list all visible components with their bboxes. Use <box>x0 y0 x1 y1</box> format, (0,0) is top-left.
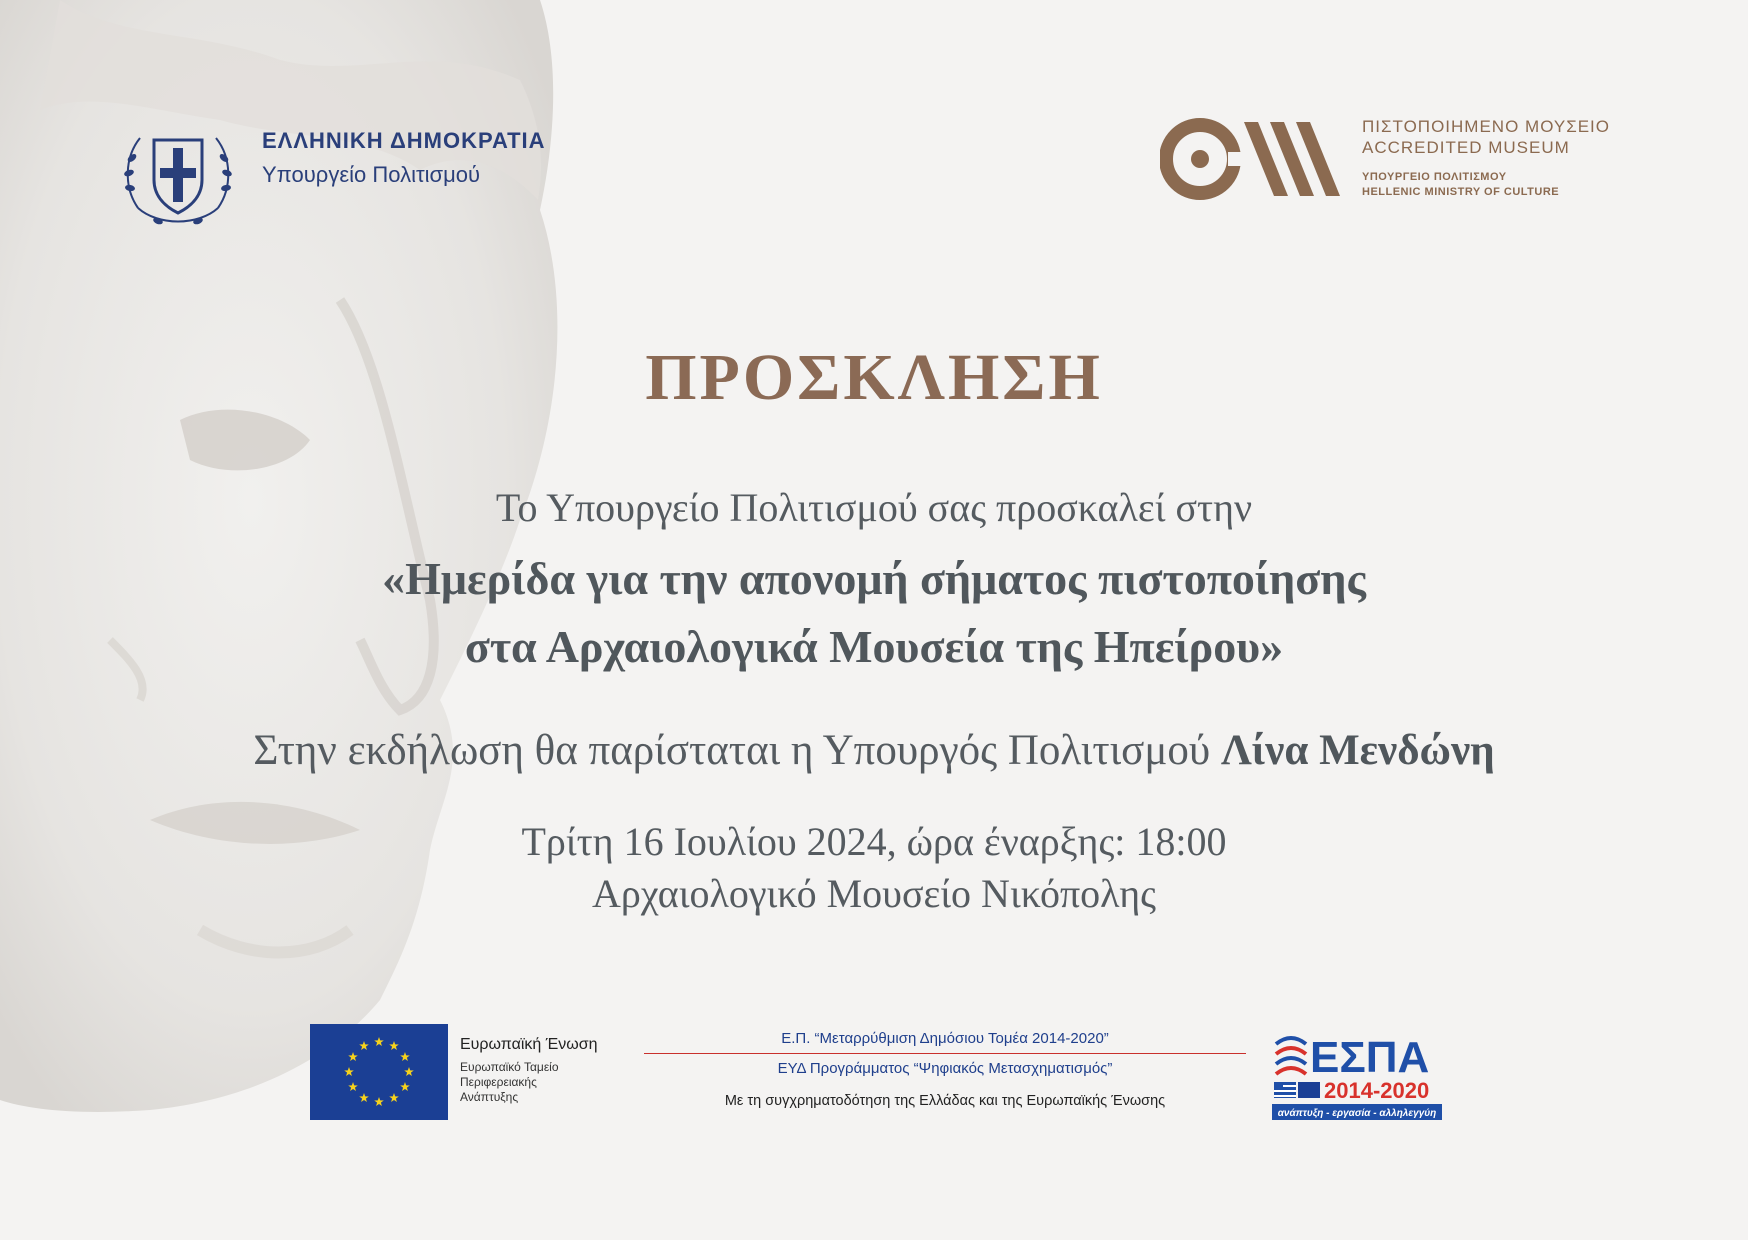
eu-sub-1: Ευρωπαϊκό Ταμείο <box>460 1060 559 1074</box>
eu-text <box>460 1036 598 1105</box>
ministry-title: ΕΛΛΗΝΙΚΗ ΔΗΜΟΚΡΑΤΙΑ <box>262 128 546 153</box>
invitation-intro: Το Υπουργείο Πολιτισμού σας προσκαλεί στην <box>495 485 1253 530</box>
event-title-line-1: «Ημερίδα για την απονομή σήματος πιστοποίησης <box>382 553 1366 604</box>
accredited-line-2: ACCREDITED MUSEUM <box>1362 138 1570 157</box>
programme-text <box>644 1030 1246 1109</box>
eu-title: Ευρωπαϊκή Ένωση <box>460 1036 598 1053</box>
eu-flag-icon <box>310 1024 448 1120</box>
cofunding-line: Με τη συγχρηματοδότηση της Ελλάδας και της Ευρωπαϊκής Ένωσης <box>724 1093 1166 1109</box>
accredited-line-3: ΥΠΟΥΡΓΕΙΟ ΠΟΛΙΤΙΣΜΟΥ <box>1362 171 1507 183</box>
event-venue: Αρχαιολογικό Μουσείο Νικόπολης <box>592 871 1156 916</box>
eu-fund <box>460 1060 598 1105</box>
minister-name: Λίνα Μενδώνη <box>1220 727 1495 774</box>
programme-line-1: Ε.Π. “Μεταρρύθμιση Δημόσιου Τομέα 2014-2020” <box>644 1030 1246 1054</box>
espa-logo-icon <box>1272 1022 1442 1122</box>
ministry-name <box>262 128 546 188</box>
hellenic-emblem-icon <box>118 118 238 234</box>
espa-slogan: ανάπτυξη - εργασία - αλληλεγγύη <box>1277 1108 1437 1119</box>
programme-line-2: ΕΥΔ Προγράμματος “Ψηφιακός Μετασχηματισμός” <box>777 1060 1113 1077</box>
ministry-subtitle: Υπουργείο Πολιτισμού <box>262 162 481 187</box>
presence-text: Στην εκδήλωση θα παρίσταται η Υπουργός Πολιτισμού <box>253 727 1221 774</box>
espa-title: ΕΣΠΑ <box>1310 1033 1430 1082</box>
event-title-line-2: στα Αρχαιολογικά Μουσεία της Ηπείρου» <box>464 621 1284 672</box>
accredited-line-4: HELLENIC MINISTRY OF CULTURE <box>1362 186 1560 198</box>
invitation-title: ΠΡΟΣΚΛΗΣΗ <box>645 341 1103 414</box>
presence-line <box>0 726 1748 775</box>
espa-years: 2014-2020 <box>1324 1078 1430 1103</box>
eu-sub-3: Ανάπτυξης <box>460 1090 519 1104</box>
accredited-museum-text <box>1362 116 1610 200</box>
event-date: Τρίτη 16 Ιουλίου 2024, ώρα έναρξης: 18:00 <box>521 819 1227 864</box>
accredited-line-1: ΠΙΣΤΟΠΟΙΗΜΕΝΟ ΜΟΥΣΕΙΟ <box>1362 117 1611 136</box>
accredited-museum-logo-icon <box>1160 116 1340 202</box>
eu-sub-2: Περιφερειακής <box>460 1075 537 1089</box>
